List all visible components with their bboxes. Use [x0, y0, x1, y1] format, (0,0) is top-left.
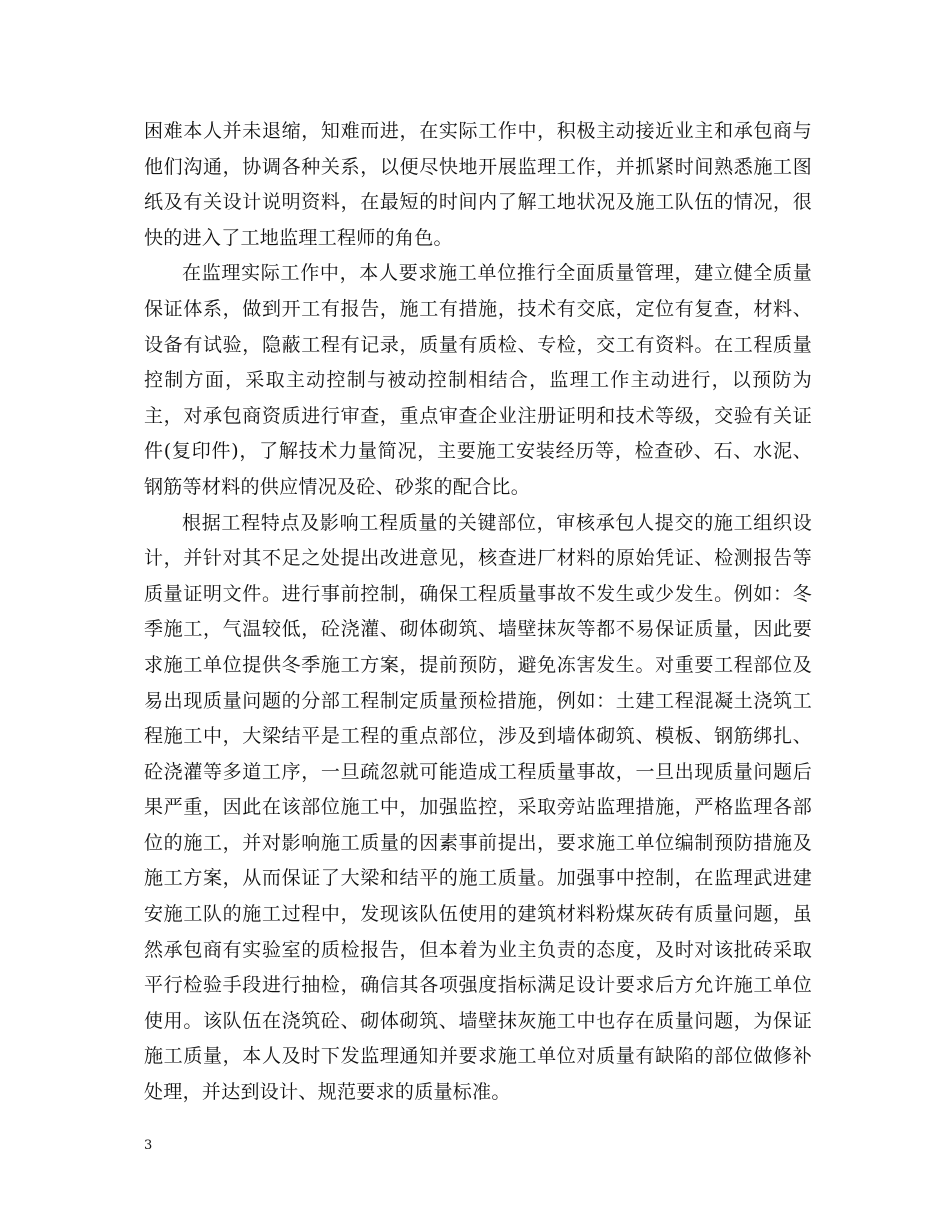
paragraph-continued: 困难本人并未退缩，知难而进，在实际工作中，积极主动接近业主和承包商与他们沟通，协调各种关系，以便尽快地开展监理工作，并抓紧时间熟悉施工图纸及有关设计说明资料，在最短的时间内了解工地状况及施工队伍的情况，很快的进入了工地监理工程师的角色。	[144, 120, 812, 249]
body-text	[144, 114, 812, 1111]
paragraph-quality-control: 根据工程特点及影响工程质量的关键部位，审核承包人提交的施工组织设计，并针对其不足之处提出改进意见，核查进厂材料的原始凭证、检测报告等质量证明文件。进行事前控制，确保工程质量事故不发生或少发生。例如：冬季施工，气温较低，砼浇灌、砌体砌筑、墙壁抹灰等都不易保证质量，因此要求施工单位提供冬季施工方案，提前预防，避免冻害发生。对重要工程部位及易出现质量问题的分部工程制定质量预检措施，例如：土建工程混凝土浇筑工程施工中，大梁结平是工程的重点部位，涉及到墙体砌筑、模板、钢筋绑扎、砼浇灌等多道工序，一旦疏忽就可能造成工程质量事故，一旦出现质量问题后果严重，因此在该部位施工中，加强监控，采取旁站监理措施，严格监理各部位的施工，并对影响施工质量的因素事前提出，要求施工单位编制预防措施及施工方案，从而保证了大梁和结平的施工质量。加强事中控制，在监理武进建安施工队的施工过程中，发现该队伍使用的建筑材料粉煤灰砖有质量问题，虽然承包商有实验室的质检报告，但本着为业主负责的态度，及时对该批砖采取平行检验手段进行抽检，确信其各项强度指标满足设计要求后方允许施工单位使用。该队伍在浇筑砼、砌体砌筑、墙壁抹灰施工中也存在质量问题，为保证施工质量，本人及时下发监理通知并要求施工单位对质量有缺陷的部位做修补处理，并达到设计、规范要求的质量标准。	[144, 511, 812, 1104]
paragraph-quality-management: 在监理实际工作中，本人要求施工单位推行全面质量管理，建立健全质量保证体系，做到开工有报告，施工有措施，技术有交底，定位有复查，材料、设备有试验，隐蔽工程有记录，质量有质检、专检，交工有资料。在工程质量控制方面，采取主动控制与被动控制相结合，监理工作主动进行，以预防为主，对承包商资质进行审查，重点审查企业注册证明和技术等级，交验有关证件(复印件)，了解技术力量简况，主要施工安装经历等，检查砂、石、水泥、钢筋等材料的供应情况及砼、砂浆的配合比。	[144, 262, 812, 498]
page-number: 3	[144, 1138, 153, 1153]
